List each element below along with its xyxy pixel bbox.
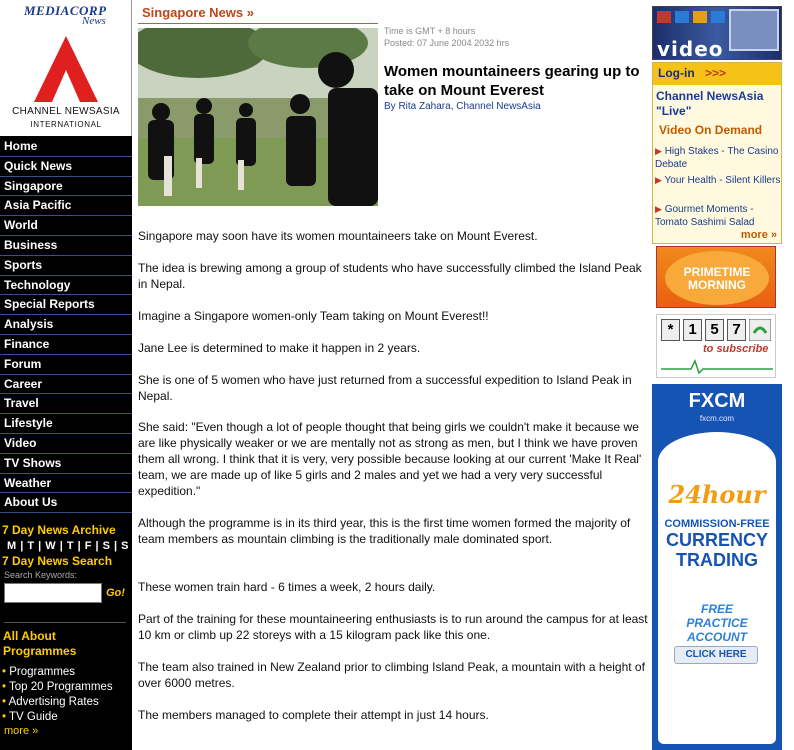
article-paragraph: Imagine a Singapore women-only Team taking on Mount Everest!! [138,309,489,323]
fxcm-24hour: 24hour [668,480,766,509]
fxcm-currency-trading: CURRENCY TRADING [665,530,768,570]
mountaineers-photo-image [138,28,378,206]
programme-link[interactable]: • TV Guide [2,711,58,723]
fxcm-click-here-button[interactable]: CLICK HERE [674,646,758,664]
nav-item-tv-shows[interactable]: TV Shows [0,454,132,474]
fxcm-commission-free: COMMISSION-FREE [664,518,770,530]
timezone-note: Time is GMT + 8 hours [384,26,476,36]
article-headline: Women mountaineers gearing up to take on Mount Everest [384,63,640,99]
login-arrows: >>> [705,66,727,80]
article-paragraph: The team also trained in New Zealand prior to climbing Island Peak, a mountain with a height of over 6000 metres. [138,660,645,690]
search-keywords-label: Search Keywords: [4,570,78,580]
programmes-line: Programmes [3,644,77,658]
article-paragraph: Jane Lee is determined to make it happen in 2 years. [138,341,421,355]
programme-link[interactable]: • Top 20 Programmes [2,681,113,693]
login-bar[interactable] [653,63,781,85]
nav-item-sports[interactable]: Sports [0,256,132,276]
primetime-morning-banner[interactable]: PRIMETIME MORNING [656,246,776,308]
nav-item-travel[interactable]: Travel [0,394,132,414]
triangle-bullet-icon: ▶ [655,146,662,156]
fxcm-ad[interactable] [652,384,782,750]
mediacorp-wordmark: MEDIACORP [24,3,107,18]
nav-item-home[interactable]: Home [0,137,132,157]
nav-item-singapore[interactable]: Singapore [0,177,132,197]
search-go-button[interactable]: Go! [106,587,125,599]
nav-item-lifestyle[interactable]: Lifestyle [0,414,132,434]
fxcm-ad-panel [658,432,776,744]
digit-box: 7 [727,319,746,341]
search-input[interactable] [4,583,102,603]
programme-link[interactable]: • Advertising Rates [2,696,99,708]
subscribe-banner[interactable] [656,314,776,378]
article-paragraph: She said: "Even though a lot of people thought that being girls we couldn't make it because we are like physically weaker or we are mentally not as strong as men, but I think we have proven them all wrong. I think that it is very, very possible because looking at our current 'Make It Real' team, we are made up of like 5 girls and 2 males and yet we had a very very successful expedition." [138,420,642,498]
nav-item-quick-news[interactable]: Quick News [0,157,132,177]
article-photo [138,28,378,206]
video-wordmark: video [657,37,724,60]
vod-item[interactable]: ▶ Gourmet Moments - Tomato Sashimi Salad [655,204,755,228]
vod-title: Video On Demand [659,123,763,137]
programme-link[interactable]: • Programmes [2,666,76,678]
nav-item-about-us[interactable]: About Us [0,493,132,513]
nav-item-asia-pacific[interactable]: Asia Pacific [0,196,132,216]
programme-links [2,665,113,725]
article-paragraph: The members managed to complete their attempt in just 14 hours. [138,708,489,722]
nav-item-special-reports[interactable]: Special Reports [0,295,132,315]
triangle-bullet-icon: ▶ [655,204,662,214]
article-paragraph: She is one of 5 women who have just returned from a successful expedition to Island Peak in Nepal. [138,373,632,403]
digit-box: * [661,319,680,341]
vod-item[interactable]: ▶ High Stakes - The Casino Debate [655,146,779,170]
video-on-demand-panel [652,62,782,244]
left-sidebar [0,0,132,750]
all-about-line: All About [3,629,56,643]
section-link[interactable]: Singapore News » [142,5,254,20]
nav-item-analysis[interactable]: Analysis [0,315,132,335]
digit-box: 5 [705,319,724,341]
article-byline: By Rita Zahara, Channel NewsAsia [384,101,541,112]
nav-item-forum[interactable]: Forum [0,355,132,375]
tv-icon [729,9,779,51]
all-about-programmes-heading[interactable] [3,629,76,659]
channel-newsasia-logo[interactable] [0,0,132,136]
vod-item[interactable]: ▶ Your Health - Silent Killers [655,175,781,186]
nav-item-world[interactable]: World [0,216,132,236]
article-paragraph: These women train hard - 6 times a week, 2 hours daily. [138,580,436,594]
left-divider [4,622,126,623]
archive-day-links[interactable]: M | T | W | T | F | S | S [7,540,130,552]
nav-item-video[interactable]: Video [0,434,132,454]
fxcm-logo: FXCM [688,390,746,412]
nav-item-business[interactable]: Business [0,236,132,256]
nav-item-technology[interactable]: Technology [0,276,132,296]
article-paragraph: Although the programme is in its third year, this is the first time women formed the majority of team members as mountain climbing is the traditionally male dominated sport. [138,516,631,546]
triangle-bullet-icon: ▶ [655,175,662,185]
digit-box: 1 [683,319,702,341]
article-paragraph: Singapore may soon have its women mountaineers take on Mount Everest. [138,229,538,243]
programmes-more-link[interactable]: more » [4,725,39,737]
login-link[interactable]: Log-in [658,66,695,80]
nav-item-finance[interactable]: Finance [0,335,132,355]
news-search-title: 7 Day News Search [2,554,113,568]
nav-item-career[interactable]: Career [0,375,132,395]
logo-international-text: INTERNATIONAL [30,120,102,129]
subscribe-text: to subscribe [703,343,769,355]
right-sidebar [652,6,782,750]
fxcm-free-practice: FREE PRACTICE ACCOUNT [686,602,748,644]
logo-channel-text: CHANNEL NEWSASIA [12,106,120,117]
fxcm-site: fxcm.com [699,414,735,423]
video-banner[interactable] [652,6,782,60]
cna-live-link[interactable]: Channel NewsAsia "Live" [656,89,764,118]
article-paragraph: The idea is brewing among a group of students who have successfully climbed the Island Peak in Nepal. [138,261,642,291]
section-header [138,2,378,24]
news-archive-link[interactable]: 7 Day News Archive [2,523,116,537]
news-wordmark: News [82,15,106,27]
nav-item-weather[interactable]: Weather [0,474,132,494]
vod-more-link[interactable]: more » [740,229,777,241]
phone-icon [749,319,771,341]
main-nav [0,137,132,513]
article-paragraph: Part of the training for these mountaineering enthusiasts is to run around the campus for at least 10 km or climb up 22 storeys with a 15 kilogram pack like this one. [138,612,648,642]
signal-line-icon [661,359,773,375]
posted-timestamp: Posted: 07 June 2004 2032 hrs [384,38,510,48]
cna-a-logo-icon [34,36,98,102]
